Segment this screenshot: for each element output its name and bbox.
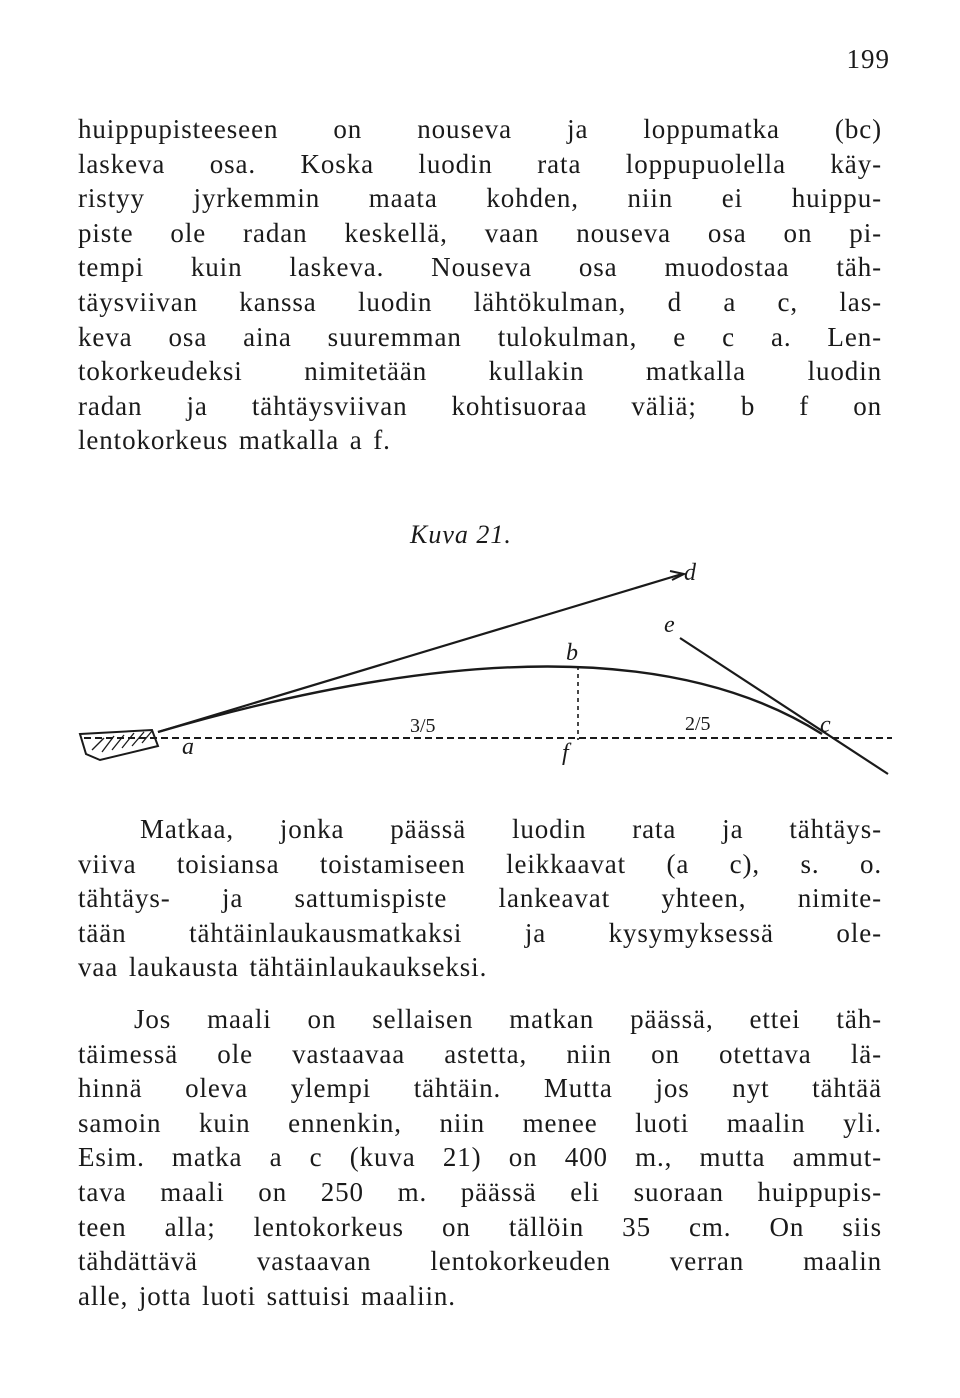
text-line: tään tähtäinlaukausmatkaksi ja kysymyksessä ole- xyxy=(78,917,882,948)
text-line: hinnä oleva ylempi tähtäin. Mutta jos nyt tähtää xyxy=(78,1073,882,1104)
figure-caption: Kuva 21. xyxy=(410,520,512,549)
label-c: c xyxy=(820,712,831,738)
text-line: huippupisteeseen on nouseva ja loppumatka (bc) xyxy=(78,114,882,144)
text-line: täysviivan kanssa luodin lähtökulman, d a c, las- xyxy=(78,286,882,317)
text-line: tava maali on 250 m. päässä eli suoraan huippupis- xyxy=(78,1176,882,1207)
paragraph-2 xyxy=(78,812,882,985)
rifle-icon xyxy=(80,730,158,760)
label-a: a xyxy=(182,734,194,760)
label-two-fifths: 2/5 xyxy=(685,713,711,735)
text-line: täimessä ole vastaavaa astetta, niin on otettava lä- xyxy=(78,1038,882,1069)
page-number: 199 xyxy=(846,44,890,74)
paragraph-1 xyxy=(78,112,882,458)
text-line: tähdättävä vastaavan lentokorkeuden verran maalin xyxy=(78,1246,882,1277)
text-line: lentokorkeus matkalla a f. xyxy=(78,425,391,456)
text-line: tempi kuin laskeva. Nouseva osa muodostaa täh- xyxy=(78,252,882,283)
text-line: samoin kuin ennenkin, niin menee luoti maalin yli. xyxy=(78,1107,882,1138)
text-line: Esim. matka a c (kuva 21) on 400 m., mutta ammut- xyxy=(78,1142,882,1173)
label-f: f xyxy=(562,740,569,766)
descent-line xyxy=(680,638,888,774)
text-line: teen alla; lentokorkeus on tällöin 35 cm. On siis xyxy=(78,1211,882,1242)
text-line: piste ole radan keskellä, vaan nouseva osa on pi- xyxy=(78,217,882,248)
paragraph-3 xyxy=(78,1002,882,1313)
text-line: ristyy jyrkemmin maata kohden, niin ei huippu- xyxy=(78,183,882,214)
label-three-fifths: 3/5 xyxy=(410,715,436,737)
label-b: b xyxy=(566,640,578,666)
text-line: laskeva osa. Koska luodin rata loppupuolella käy- xyxy=(78,148,882,179)
text-line: tähtäys- ja sattumispiste lankeavat yhteen, nimite- xyxy=(78,883,882,914)
text-line: viiva toisiansa toistamiseen leikkaavat (a c), s. o. xyxy=(78,848,882,879)
trajectory-diagram xyxy=(70,520,900,790)
text-line: vaa laukausta tähtäinlaukaukseksi. xyxy=(78,952,488,983)
text-line: tokorkeudeksi nimitetään kullakin matkalla luodin xyxy=(78,356,882,387)
text-line: alle, jotta luoti sattuisi maaliin. xyxy=(78,1280,456,1311)
text-line: Matkaa, jonka päässä luodin rata ja tähtäys- xyxy=(140,814,882,844)
departure-line xyxy=(158,574,682,732)
text-line: Jos maali on sellaisen matkan päässä, ettei täh- xyxy=(134,1004,882,1034)
bullet-trajectory xyxy=(158,666,822,734)
text-line: radan ja tähtäysviivan kohtisuoraa väliä; b f on xyxy=(78,390,882,421)
label-d: d xyxy=(684,560,696,586)
label-e: e xyxy=(664,612,675,638)
text-line: keva osa aina suuremman tulokulman, e c a. Len- xyxy=(78,321,882,352)
